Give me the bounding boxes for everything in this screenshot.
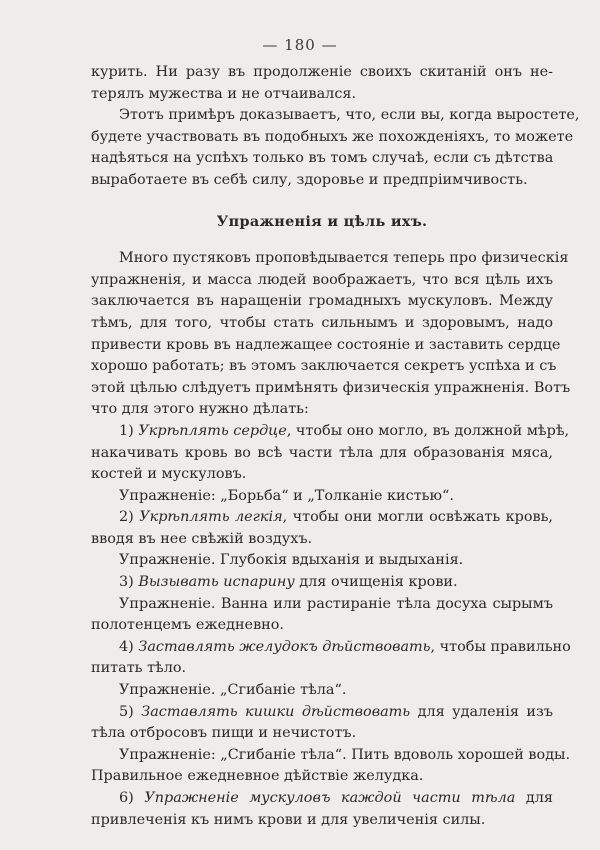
item-emphasis: Упражненіе мускуловъ каждой части тѣла bbox=[144, 790, 516, 806]
exercise-line: Упражненіе. Ванна или растираніе тѣла досуха сырымъ bbox=[119, 595, 553, 612]
text-line: питать тѣло. bbox=[91, 660, 187, 677]
exercise-line: Упражненіе. Глубокія вдыханія и выдыханія. bbox=[119, 552, 464, 569]
item-text: , чтобы оно могло, въ должной мѣрѣ, bbox=[286, 422, 570, 439]
list-item-6 bbox=[91, 788, 553, 810]
text-line: надѣяться на успѣхъ только въ томъ случаѣ, если съ дѣтства bbox=[91, 150, 554, 167]
text-line: тѣла отбросовъ пищи и нечистотъ. bbox=[91, 725, 357, 742]
list-item-5 bbox=[91, 702, 553, 724]
text-line: костей и мускуловъ. bbox=[91, 466, 247, 483]
exercise-line: Упражненіе. „Сгибаніе тѣла“. bbox=[119, 682, 347, 699]
list-item-3 bbox=[91, 572, 553, 594]
text-line: хорошо работать; въ этомъ заключается секретъ успѣха и съ bbox=[91, 358, 557, 375]
text-line: Много пустяковъ проповѣдывается теперь про физическія bbox=[119, 250, 569, 267]
item-emphasis: Заставлять кишки дѣйствовать bbox=[141, 703, 411, 720]
text-line: что для этого нужно дѣлать: bbox=[91, 401, 309, 418]
item-number: 3) bbox=[119, 574, 134, 591]
item-emphasis: Укрѣплять легкія bbox=[139, 509, 283, 526]
text-line: Этотъ примѣръ доказываетъ, что, если вы, когда выростете, bbox=[119, 107, 580, 124]
text-line: привлеченія къ нимъ крови и для увеличенія силы. bbox=[91, 811, 486, 828]
item-text: для удаленія изъ bbox=[410, 703, 553, 720]
item-number: 4) bbox=[119, 638, 134, 655]
list-item-2 bbox=[91, 507, 553, 529]
text-line: упражненія, и масса людей воображаетъ, что вся цѣль ихъ bbox=[91, 271, 553, 288]
text-line: полотенцемъ ежедневно. bbox=[91, 617, 284, 634]
text-line: этой цѣлью слѣдуетъ примѣнять физическія упражненія. Вотъ bbox=[91, 379, 571, 396]
list-item-4 bbox=[91, 637, 571, 659]
text-line: привести кровь въ надлежащее состояніе и заставить сердце bbox=[91, 336, 561, 353]
text-line: вводя въ нее свѣжій воздухъ. bbox=[91, 530, 313, 547]
text-line: будете участвовать въ подобныхъ же похожденіяхъ, то можете bbox=[91, 128, 574, 145]
item-number: 1) bbox=[119, 422, 134, 439]
page-body bbox=[91, 62, 580, 831]
item-text: , чтобы они могли освѣжать кровь, bbox=[282, 509, 554, 526]
item-emphasis: Заставлять желудокъ дѣйствовать bbox=[138, 638, 431, 655]
exercise-line: Упражненіе: „Сгибаніе тѣла“. Пить вдоволь хорошей воды. bbox=[119, 746, 571, 763]
item-number: 5) bbox=[119, 703, 134, 720]
text-line: накачивать кровь во всѣ части тѣла для образованія мяса, bbox=[91, 444, 553, 461]
text-line: терялъ мужества и не отчаивался. bbox=[91, 85, 357, 102]
item-emphasis: Вызывать испарину bbox=[138, 574, 295, 591]
text-line: курить. Ни разу въ продолженіе своихъ скитаній онъ не- bbox=[91, 64, 553, 80]
section-heading: Упражненія и цѣль ихъ. bbox=[216, 212, 428, 230]
item-number: 2) bbox=[119, 509, 134, 526]
item-text: , чтобы правильно bbox=[430, 638, 571, 655]
text-line: тѣмъ, для того, чтобы стать сильнымъ и здоровымъ, надо bbox=[91, 314, 553, 331]
page-number: — 180 — bbox=[262, 36, 338, 54]
list-item-1 bbox=[91, 421, 570, 443]
text-line: Правильное ежедневное дѣйствіе желудка. bbox=[91, 768, 424, 785]
text-line: заключается въ наращеніи громадныхъ мускуловъ. Между bbox=[91, 293, 553, 310]
exercise-line: Упражненіе: „Борьба“ и „Толканіе кистью“. bbox=[119, 487, 454, 504]
item-emphasis: Укрѣплять сердце bbox=[138, 422, 287, 439]
text-line: выработаете въ себѣ силу, здоровье и предпріимчивость. bbox=[91, 171, 528, 188]
item-text: для bbox=[515, 790, 553, 806]
item-number: 6) bbox=[119, 790, 134, 806]
item-text: для очищенія крови. bbox=[294, 574, 458, 591]
